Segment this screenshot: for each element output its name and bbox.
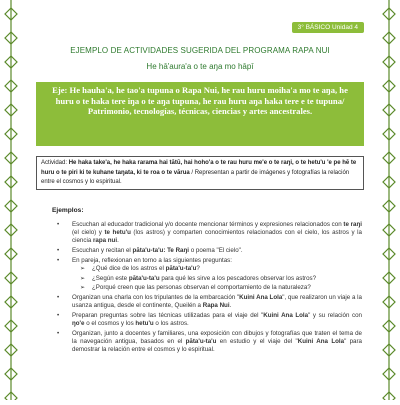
activity-spanish-text: / Representan a partir de imágenes y fotografías la relación entre el cosmos y lo espiritual. — [41, 169, 350, 185]
bullet-icon: • — [57, 329, 60, 337]
item-text: Organizan, junto a docentes y familiares, una exposición con dibujos y fotografías que traten el tema de la navegación antigua, basados en el — [72, 329, 362, 346]
item-term: rapa nui — [92, 237, 118, 245]
list-item — [52, 221, 362, 246]
examples-list — [52, 221, 362, 356]
item-text: o el cosmos y los — [84, 320, 136, 328]
item-term: pāta'u-ta'u — [165, 265, 197, 273]
item-text: (los astros) y comparten conocimientos relacionados con el cielo, los astros y la ciencia — [72, 229, 362, 245]
item-term: pāta'u-ta'u: Te Raŋi — [132, 247, 189, 255]
item-text: " y su relación con — [308, 312, 362, 320]
item-term: hetu'u — [135, 320, 154, 328]
arrow-right-icon: ➢ — [80, 266, 86, 273]
item-term: Kuini Ana Lola — [297, 338, 345, 346]
item-text: Escuchan y recitan el — [72, 247, 133, 255]
question-item — [78, 284, 362, 292]
activity-label: Actividad: — [41, 160, 68, 166]
item-text: En pareja, reflexionan en torno a las siguientes preguntas: — [72, 256, 232, 264]
list-item — [52, 247, 362, 255]
bullet-icon: • — [57, 221, 60, 228]
arrow-right-icon: ➢ — [80, 285, 86, 292]
bullet-icon: • — [57, 256, 60, 264]
item-text: . — [229, 302, 232, 310]
decorative-border-right — [378, 0, 400, 400]
list-item — [52, 330, 362, 355]
page-subtitle: He hā'aura'a o te aŋa mo hāpī — [146, 62, 254, 71]
activity-box — [36, 156, 364, 190]
question-text: ¿Qué dice de los astros el — [92, 265, 166, 273]
arrow-right-icon: ➢ — [80, 275, 86, 282]
item-text: Preparan preguntas sobre las técnicas utilizadas para el viaje del " — [72, 312, 264, 320]
item-term: te hetu'u — [104, 229, 131, 237]
item-text: en estudio y el viaje del " — [216, 338, 298, 346]
list-item — [52, 294, 362, 310]
decorative-border-left — [0, 0, 22, 400]
item-term: pāta'u-ta'u — [185, 338, 217, 346]
list-item — [52, 257, 362, 293]
bullet-icon: • — [57, 247, 60, 255]
list-item — [52, 312, 362, 328]
bullet-icon: • — [57, 294, 60, 302]
question-text: ? — [196, 265, 200, 273]
examples-heading: Ejemplos: — [52, 207, 84, 214]
item-text: . — [117, 237, 119, 245]
question-text: ¿Porqué creen que las personas observan el comportamiento de la naturaleza? — [92, 284, 311, 292]
item-text: (el cielo) y — [72, 229, 105, 237]
item-text: Escuchan al educador tradicional y/o docente mencionar términos y expresiones relacionados con — [72, 221, 344, 228]
grade-unit-badge: 3° BÁSICO Unidad 4 — [292, 22, 364, 33]
questions-list — [72, 265, 362, 293]
eje-text: Eje: He hauha'a, he tao'a tupuna o Rapa Nui, he rau huru moiha'a mo te aŋa, he huru o te haka tere iŋa o te aŋa tupuna, he rau huru aŋa haka tere e te tupuna/ Patrimonio, tecnologías, técnicas, ciencias y artes ancestrales. — [52, 85, 348, 116]
item-term: pāta'u-ta'u — [128, 274, 160, 282]
item-text: ", que realizaron un viaje a la usanza antigua, desde el continente, Queilén a — [72, 294, 362, 310]
item-term: te raŋi — [343, 221, 362, 228]
question-item — [78, 275, 362, 283]
item-text: " para demostrar la relación entre el cosmos y lo espiritual. — [72, 338, 362, 354]
question-text: ¿Según este — [92, 274, 129, 282]
question-item — [78, 265, 362, 273]
item-term: Rapa Nui — [202, 302, 230, 310]
item-term: Kuini Ana Lola — [239, 294, 283, 302]
eje-banner — [36, 82, 364, 146]
question-text: para qué les sirve a los pescadores observar los astros? — [159, 274, 317, 282]
item-term: ŋo'e — [72, 320, 85, 328]
activity-rapanui-text: He haka take'a, he haka rarama hai tātū, hai hoho'a o te rau huru me'e o te raŋi, o te hetu'u 'e pe hē te huru o te piri ki te kuhane taŋata, ki te roa o te vārua — [41, 160, 357, 176]
item-text: o poema "El cielo". — [189, 247, 243, 255]
item-text: Organizan una charla con los tripulantes de la embarcación " — [72, 294, 240, 302]
page-title: EJEMPLO DE ACTIVIDADES SUGERIDA DEL PROGRAMA RAPA NUI — [70, 46, 330, 55]
item-text: o los astros. — [153, 320, 189, 328]
bullet-icon: • — [57, 312, 60, 320]
item-term: Kuini Ana Lola — [263, 312, 309, 320]
